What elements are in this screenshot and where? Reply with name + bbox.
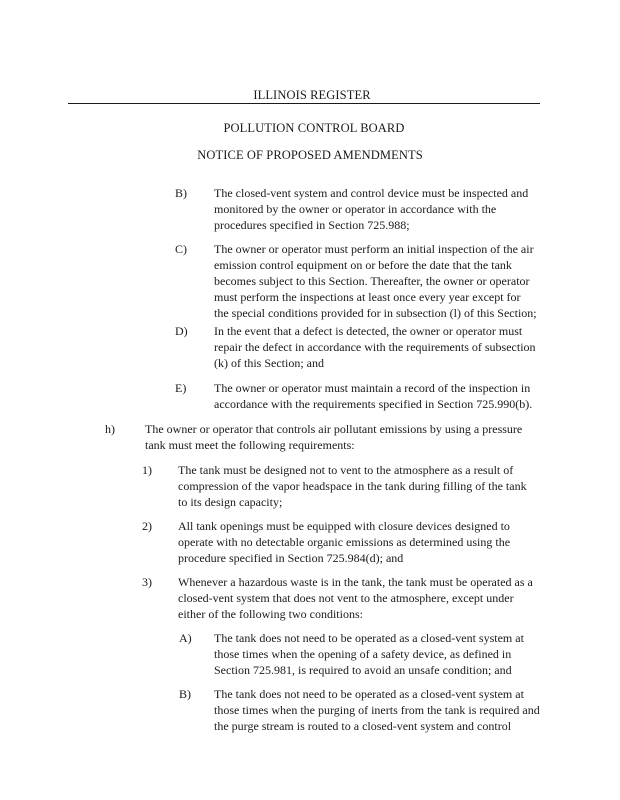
item-marker: B)	[179, 687, 191, 701]
item-marker: D)	[175, 324, 188, 338]
item-marker: 3)	[142, 575, 152, 589]
notice-title: NOTICE OF PROPOSED AMENDMENTS	[197, 148, 423, 162]
item-text: The tank does not need to be operated as a closed-vent system at those times when the purging of inerts from the tank is required and the purge stream is routed to a closed-vent system and control	[214, 687, 540, 733]
item-marker: h)	[105, 422, 115, 436]
item-text: The tank does not need to be operated as a closed-vent system at those times when the opening of a safety device, as defined in Section 725.981, is required to avoid an unsafe condition; and	[214, 631, 524, 677]
item-text: Whenever a hazardous waste is in the tank, the tank must be operated as a closed-vent system that does not vent to the atmosphere, except under either of the following two conditions:	[178, 575, 533, 621]
item-marker: 2)	[142, 519, 152, 533]
item-text: The owner or operator must perform an initial inspection of the air emission control equipment on or before the date that the tank becomes subject to this Section. Thereafter, the owner or operator must perform the inspections at least once every year except for the special conditions provided for in subsection (l) of this Section;	[214, 242, 537, 320]
item-marker: 1)	[142, 463, 152, 477]
item-marker: E)	[175, 381, 187, 395]
board-title: POLLUTION CONTROL BOARD	[223, 121, 405, 135]
item-text: All tank openings must be equipped with closure devices designed to operate with no detectable organic emissions as determined using the procedure specified in Section 725.984(d); and	[178, 519, 511, 565]
item-text: In the event that a defect is detected, the owner or operator must repair the defect in accordance with the requirements of subsection (k) of this Section; and	[214, 324, 536, 370]
item-marker: C)	[175, 242, 187, 256]
item-text: The closed-vent system and control device must be inspected and monitored by the owner or operator in accordance with the procedures specified in Section 725.988;	[214, 186, 529, 232]
item-text: The tank must be designed not to vent to the atmosphere as a result of compression of the vapor headspace in the tank during filling of the tank to its design capacity;	[178, 463, 527, 509]
header-rule	[68, 103, 540, 104]
register-title: ILLINOIS REGISTER	[253, 88, 371, 102]
item-marker: B)	[175, 186, 187, 200]
item-text: The owner or operator that controls air pollutant emissions by using a pressure tank must meet the following requirements:	[145, 422, 523, 452]
item-text: The owner or operator must maintain a record of the inspection in accordance with the requirements specified in Section 725.990(b).	[214, 381, 533, 411]
item-marker: A)	[179, 631, 192, 645]
